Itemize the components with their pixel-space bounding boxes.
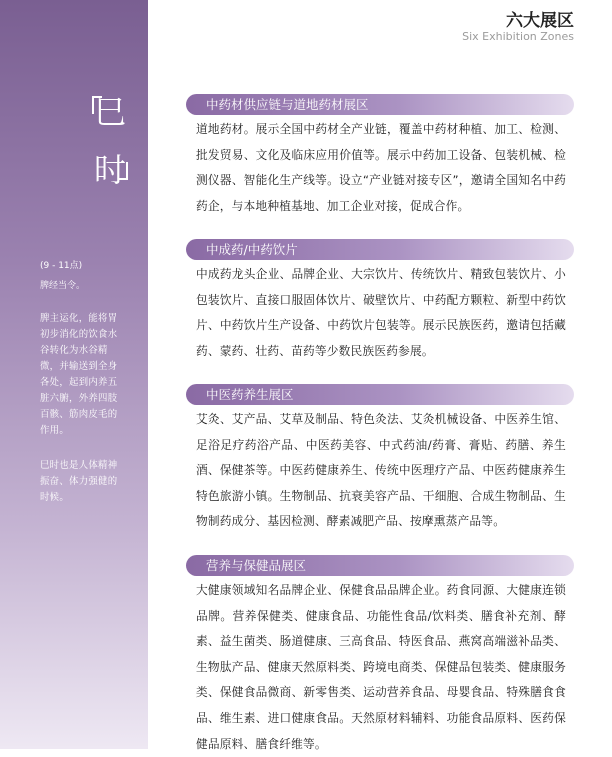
section-body-2: 中成药龙头企业、品牌企业、大宗饮片、传统饮片、精致包装饮片、小包装饮片、直接口服固体饮片、破壁饮片、中药配方颗粒、新型中药饮片、中药饮片生产设备、中药饮片包装等。展示民族医药，邀请包括藏药、蒙药、壮药、苗药等少数民族医药参展。 — [196, 267, 566, 358]
sidebar-time — [40, 258, 85, 291]
section-body-3: 艾灸、艾产品、艾草及制品、特色灸法、艾灸机械设备、中医养生馆、足浴足疗药浴产品、中医药美容、中式药油/药膏、膏贴、药膳、养生酒、保健茶等。中医药健康养生、传统中医理疗产品、中医药健康养生特色旅游小镇。生物制品、抗衰美容产品、干细胞、合成生物制品、生物制药成分、基因检测、酵素减肥产品、按摩熏蒸产品等。 — [196, 412, 566, 529]
sidebar-panel — [0, 0, 148, 749]
section-title-3: 中医药养生展区 — [206, 387, 294, 402]
sidebar-paragraph-1: 脾主运化，能将胃初步消化的饮食水谷转化为水谷精微，并输送到全身各处，起到内养五脏六腑，外养四肢百骸、筋肉皮毛的作用。 — [40, 313, 118, 436]
section-title-1: 中药材供应链与道地药材展区 — [206, 97, 369, 112]
section-header-2 — [186, 239, 574, 260]
vertical-title-char-2: 时 — [94, 151, 127, 189]
section-header-1 — [186, 94, 574, 115]
sidebar-meridian: 脾经当令。 — [40, 281, 86, 291]
bracket-bottom-decoration — [118, 162, 128, 180]
section-title-2: 中成药/中药饮片 — [206, 242, 298, 257]
section-header-3 — [186, 384, 574, 405]
page-title: 六大展区 — [506, 11, 574, 31]
sidebar-time-range: (9 - 11点) — [40, 261, 83, 271]
page-subtitle: Six Exhibition Zones — [462, 30, 574, 43]
section-header-4 — [186, 555, 574, 576]
sidebar-paragraph-2: 巳时也是人体精神振奋、体力强健的时候。 — [40, 460, 118, 503]
section-body-1: 道地药材。展示全国中药材全产业链，覆盖中药材种植、加工、检测、批发贸易、文化及临床应用价值等。展示中药加工设备、包装机械、检测仪器、智能化生产线等。设立“产业链对接专区”，邀请全国知名中药药企，与本地种植基地、加工企业对接，促成合作。 — [196, 122, 566, 213]
vertical-title-char-1: 巳 — [94, 93, 127, 131]
section-body-4: 大健康领域知名品牌企业、保健食品品牌企业。药食同源、大健康连锁品牌。营养保健类、健康食品、功能性食品/饮料类、膳食补充剂、酵素、益生菌类、肠道健康、三高食品、特医食品、燕窝高端滋补品类、生物肽产品、健康天然原料类、跨境电商类、保健品包装类、健康服务类、保健食品微商、新零售类、运动营养食品、母婴食品、特殊膳食食品、维生素、进口健康食品。天然原材料辅料、功能食品原料、医药保健品原料、膳食纤维等。 — [196, 583, 566, 751]
section-title-4: 营养与保健品展区 — [206, 558, 307, 573]
